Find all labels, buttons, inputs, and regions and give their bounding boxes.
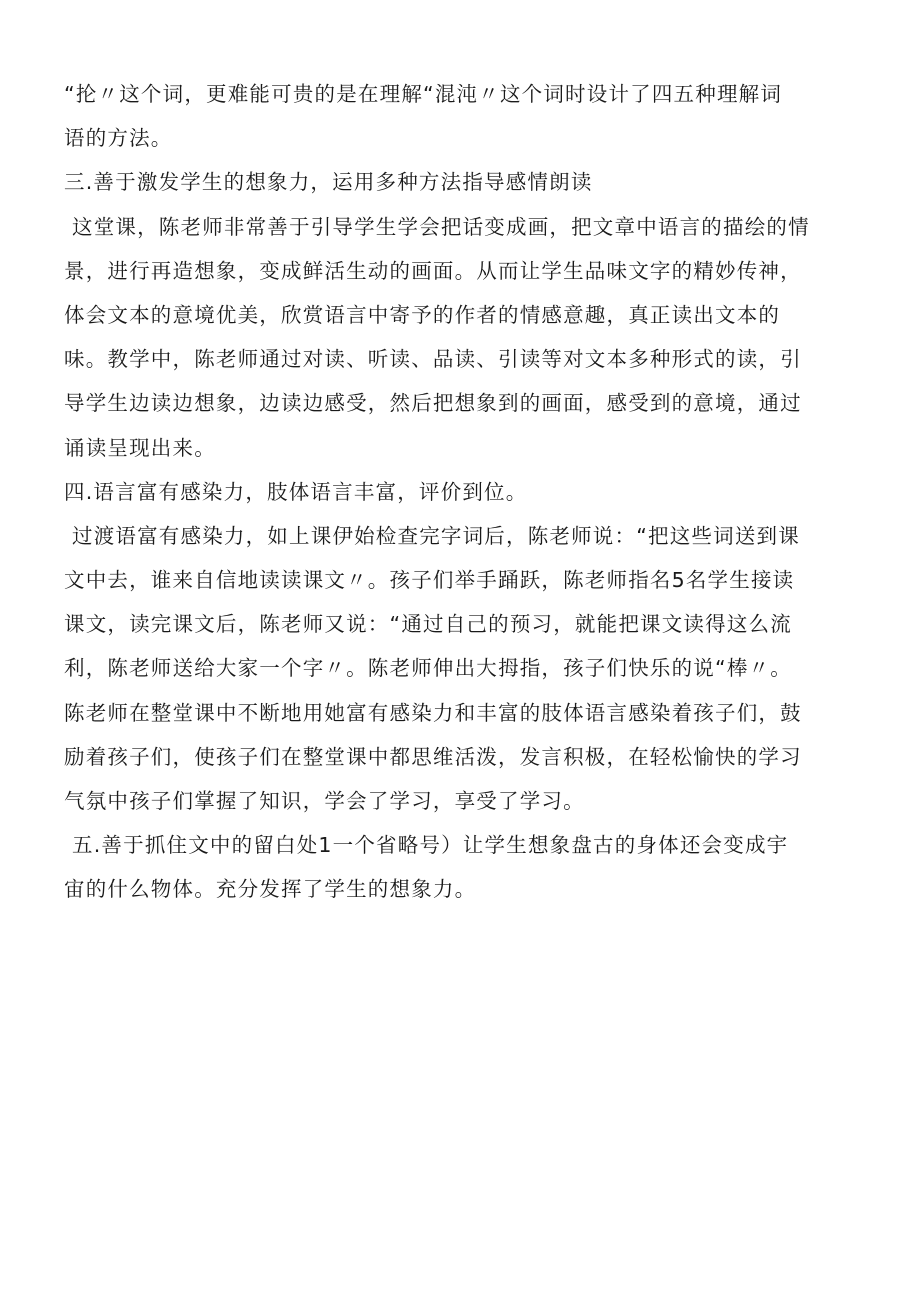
paragraph-line: 体会文本的意境优美，欣赏语言中寄予的作者的情感意趣，真正读出文本的 [64, 302, 781, 327]
paragraph-line: 利，陈老师送给大家一个字〃。陈老师伸出大拇指，孩子们快乐的说“棒〃。 [64, 656, 792, 681]
paragraph-line: 语的方法。 [64, 126, 173, 151]
paragraph-line: 陈老师在整堂课中不断地用她富有感染力和丰富的肢体语言感染着孩子们，鼓 [64, 700, 802, 725]
paragraph-line: 励着孩子们，使孩子们在整堂课中都思维活泼，发言积极，在轻松愉快的学习 [64, 744, 802, 769]
section-heading: 四.语言富有感染力，肢体语言丰富，评价到位。 [64, 479, 528, 504]
paragraph-line: 这堂课，陈老师非常善于引导学生学会把话变成画，把文章中语言的描绘的情 [72, 214, 810, 239]
paragraph-line: 文中去，谁来自信地读读课文〃。孩子们举手踊跃，陈老师指名5名学生接读 [64, 568, 795, 593]
paragraph-line: 景，进行再造想象，变成鲜活生动的画面。从而让学生品味文字的精妙传神， [64, 258, 802, 283]
paragraph-line: 宙的什么物体。充分发挥了学生的想象力。 [64, 877, 477, 902]
paragraph-line: 诵读呈现出来。 [64, 435, 216, 460]
section-heading: 五.善于抓住文中的留白处1一个省略号）让学生想象盘古的身体还会变成宇 [72, 833, 789, 858]
paragraph-line: 味。教学中，陈老师通过对读、听读、品读、引读等对文本多种形式的读，引 [64, 347, 802, 372]
document-body [64, 72, 864, 912]
section-heading: 三.善于激发学生的想象力，运用多种方法指导感情朗读 [64, 170, 593, 195]
paragraph-line: 导学生边读边想象，边读边感受，然后把想象到的画面，感受到的意境，通过 [64, 391, 802, 416]
paragraph-line: 过渡语富有感染力，如上课伊始检查完字词后，陈老师说：“把这些词送到课 [72, 523, 800, 548]
paragraph-line: 课文，读完课文后，陈老师又说：“通过自己的预习，就能把课文读得这么流 [64, 612, 792, 637]
paragraph-line: 气氛中孩子们掌握了知识，学会了学习，享受了学习。 [64, 789, 585, 813]
paragraph-line: “抡〃这个词，更难能可贵的是在理解“混沌〃这个词时设计了四五种理解词 [64, 82, 783, 106]
